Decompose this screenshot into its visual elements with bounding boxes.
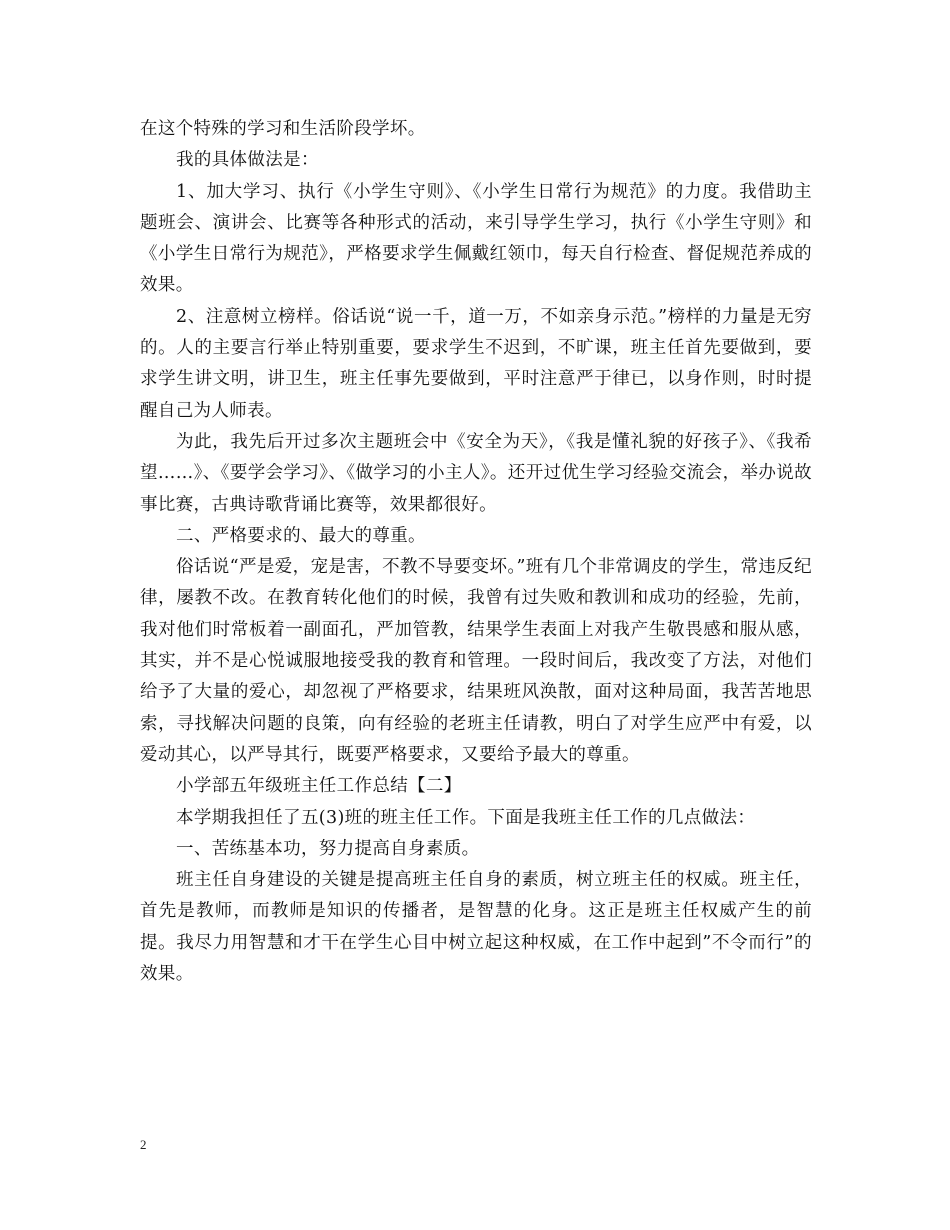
paragraph-5: 为此，我先后开过多次主题班会中《安全为天》，《我是懂礼貌的好孩子》、《我希望……》、《要学会学习》、《做学习的小主人》。还开过优生学习经验交流会，举办说故事比赛，古典诗歌背诵比赛等，效果都很好。 [140, 431, 812, 515]
page-number: 2 [140, 1137, 147, 1152]
report-title-2: 小学部五年级班主任工作总结【二】 [176, 776, 462, 797]
paragraph-11: 班主任自身建设的关键是提高班主任自身的素质，树立班主任的权威。班主任，首先是教师，而教师是知识的传播者，是智慧的化身。这正是班主任权威产生的前提。我尽力用智慧和才干在学生心目中树立起这种权威，在工作中起到”不令而行”的效果。 [140, 870, 812, 985]
paragraph-1: 在这个特殊的学习和生活阶段学坏。 [140, 119, 426, 139]
paragraph-4: 2、注意树立榜样。俗话说“说一千，道一万，不如亲身示范。”榜样的力量是无穷的。人的主要言行举止特别重要，要求学生不迟到，不旷课，班主任首先要做到，要求学生讲文明，讲卫生，班主任事先要做到，平时注意严于律已，以身作则，时时提醒自己为人师表。 [140, 306, 812, 421]
section-heading-1: 一、苦练基本功，努力提高自身素质。 [176, 838, 480, 859]
paragraph-2: 我的具体做法是： [176, 150, 319, 171]
document-body [140, 114, 812, 990]
section-heading-2: 二、严格要求的、最大的尊重。 [176, 525, 426, 546]
paragraph-7: 俗话说“严是爱，宠是害，不教不导要变坏。”班有几个非常调皮的学生，常违反纪律，屡教不改。在教育转化他们的时候，我曾有过失败和教训和成功的经验，先前，我对他们时常板着一副面孔，严加管教，结果学生表面上对我产生敬畏感和服从感，其实，并不是心悦诚服地接受我的教育和管理。一段时间后，我改变了方法，对他们给予了大量的爱心，却忽视了严格要求，结果班风涣散，面对这种局面，我苦苦地思索，寻找解决问题的良策，向有经验的老班主任请教，明白了对学生应严中有爱，以爱动其心，以严导其行，既要严格要求，又要给予最大的尊重。 [140, 557, 812, 765]
paragraph-9: 本学期我担任了五(3)班的班主任工作。下面是我班主任工作的几点做法： [176, 807, 756, 828]
paragraph-3: 1、加大学习、执行《小学生守则》、《小学生日常行为规范》的力度。我借助主题班会、演讲会、比赛等各种形式的活动，来引导学生学习，执行《小学生守则》和《小学生日常行为规范》，严格要求学生佩戴红领巾，每天自行检查、督促规范养成的效果。 [140, 181, 812, 296]
